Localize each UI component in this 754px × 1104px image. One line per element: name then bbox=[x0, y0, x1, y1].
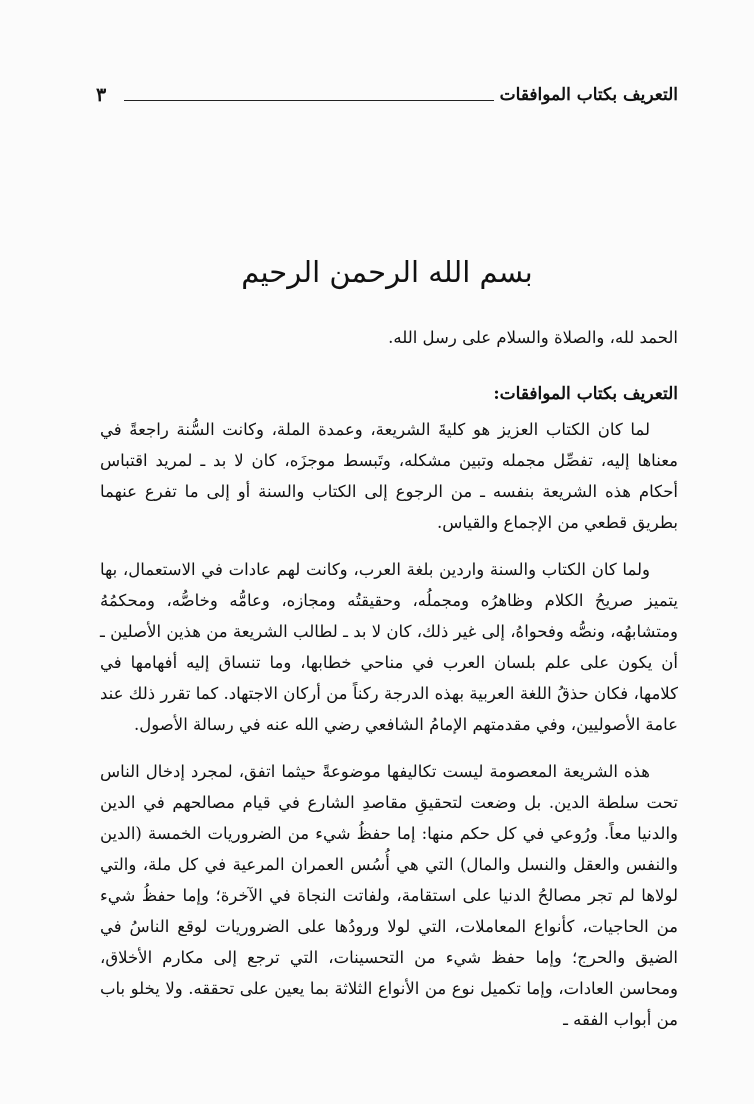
body-text bbox=[100, 322, 678, 1051]
paragraph-1: لما كان الكتاب العزيز هو كليةَ الشريعة، وعمدة الملة، وكانت السُّنة راجعةً في معناها إليه، تفصِّل مجمله وتبين مشكله، وتَبسط موجزَه، كان لا بد ـ لمريد اقتباس أحكام هذه الشريعة بنفسه ـ من الرجوع إلى الكتاب والسنة أو إلى ما تفرع عنهما بطريق قطعي من الإجماع والقياس. bbox=[100, 420, 678, 532]
running-title: التعريف بكتاب الموافقات bbox=[499, 85, 678, 105]
paragraph-3: هذه الشريعة المعصومة ليست تكاليفها موضوعةً حيثما اتفق، لمجرد إدخال الناس تحت سلطة الدين. بل وضعت لتحقيقِ مقاصدِ الشارع في قيام مصالحهم في الدين والدنيا معاً. ورُوعي في كل حكم منها: إما حفظُ شيء من الضروريات الخمسة (الدين والنفس والعقل والنسل والمال) التي هي أُسُس العمران المرعية في كل ملة، والتي لولاها لم تجر مصالحُ الدنيا على استقامة، ولفاتت النجاة في الآخرة؛ وإما حفظُ شيء من الحاجيات، كأنواع المعاملات، التي لولا ورودُها على الضروريات لوقع الناسُ في الضيق والحرج؛ وإما حفظ شيء من التحسينات، التي ترجع إلى مكارم الأخلاق، ومحاسن العادات، وإما تكميل نوع من الأنواع الثلاثة بما يعين على تحققه. ولا يخلو باب من أبواب الفقه ـ bbox=[100, 762, 678, 1029]
header-rule bbox=[124, 100, 494, 101]
running-header bbox=[96, 76, 678, 106]
page-number: ٣ bbox=[96, 84, 107, 106]
section-heading: التعريف بكتاب الموافقات: bbox=[493, 384, 678, 404]
basmala-heading: بسم الله الرحمن الرحيم bbox=[241, 255, 533, 289]
paragraph-2: ولما كان الكتاب والسنة واردين بلغة العرب، وكانت لهم عادات في الاستعمال، بها يتميز صريحُ الكلام وظاهرُه ومجملُه، وحقيقتُه ومجازه، وعامُّه وخاصُّه، ومحكمُهُ ومتشابهُه، ونصُّه وفحواهُ، إلى غير ذلك، كان لا بد ـ لطالب الشريعة من هذين الأصلين ـ أن يكون على علم بلسان العرب في مناحي خطابها، وما تنساق إليه أفهامها في كلامها، فكان حذقُ اللغة العربية بهذه الدرجة ركناً من أركان الاجتهاد. كما تقرر ذلك عند عامة الأصوليين، وفي مقدمتهم الإمامُ الشافعي رضي الله عنه في رسالة الأصول. bbox=[100, 560, 678, 734]
opening-line: الحمد لله، والصلاة والسلام على رسل الله. bbox=[388, 328, 678, 347]
